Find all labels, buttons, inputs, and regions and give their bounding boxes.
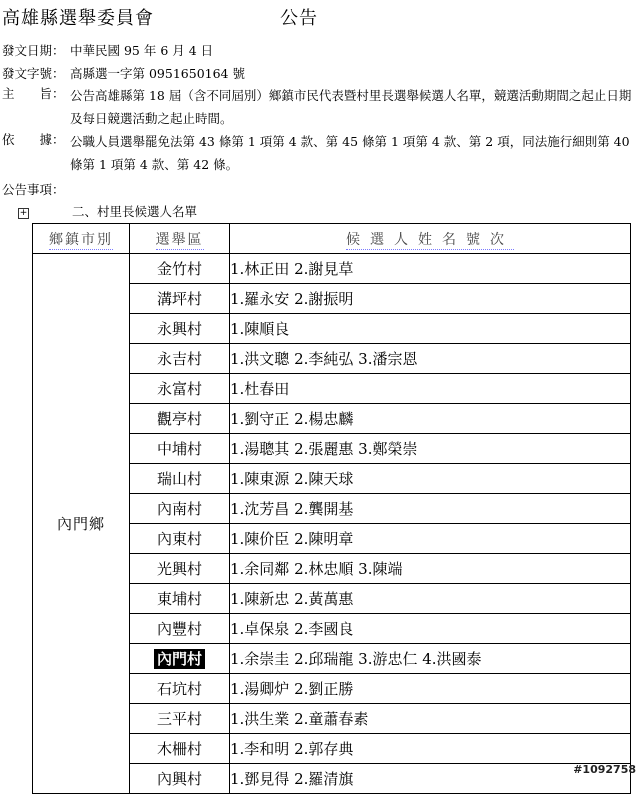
- village-cell: [130, 524, 230, 554]
- reference-number-line: [2, 64, 245, 82]
- village-name: 內興村: [156, 770, 202, 788]
- village-name: 內東村: [156, 530, 202, 548]
- candidate-names-cell: 1.陳順良: [230, 314, 631, 344]
- reference-number-label: 發文字號：: [2, 66, 65, 81]
- header-candidates: 候選人姓名號次: [230, 224, 631, 254]
- village-cell: [130, 644, 230, 674]
- issue-date-label: 發文日期：: [2, 43, 65, 58]
- village-name: 石坑村: [156, 680, 202, 698]
- reference-number-value: 高縣選一字第 0951650164 號: [70, 66, 245, 81]
- candidate-names-cell: 1.湯卿炉 2.劉正勝: [230, 674, 631, 704]
- village-cell: [130, 374, 230, 404]
- village-name: 內門村: [154, 649, 205, 669]
- basis-label: 依 據：: [2, 132, 65, 147]
- village-cell: [130, 764, 230, 794]
- candidate-names-cell: 1.沈芳昌 2.龔開基: [230, 494, 631, 524]
- table-expand-icon[interactable]: +: [19, 208, 28, 218]
- village-cell: [130, 614, 230, 644]
- village-cell: [130, 344, 230, 374]
- village-cell: [130, 284, 230, 314]
- candidate-names-cell: 1.羅永安 2.謝振明: [230, 284, 631, 314]
- header-district: 選舉區: [130, 224, 230, 254]
- table-row: [33, 254, 631, 284]
- candidate-names-cell: 1.卓保泉 2.李國良: [230, 614, 631, 644]
- issue-date-line: [2, 41, 213, 59]
- village-cell: [130, 494, 230, 524]
- village-cell: [130, 584, 230, 614]
- village-cell: [130, 554, 230, 584]
- subject-text: 公告高雄縣第 18 屆（含不同屆別）鄉鎮市民代表暨村里長選舉候選人名單，競選活動期間之起止日期及每日競選活動之起止時間。: [70, 88, 632, 126]
- candidate-names-cell: 1.劉守正 2.楊忠麟: [230, 404, 631, 434]
- candidate-names-cell: 1.李和明 2.郭存典: [230, 734, 631, 764]
- candidate-table: [32, 223, 631, 794]
- village-name: 瑞山村: [156, 470, 202, 488]
- subject-label: 主 旨：: [2, 86, 65, 101]
- village-name: 永興村: [156, 320, 202, 338]
- document-title: [2, 4, 318, 30]
- village-cell: [130, 464, 230, 494]
- village-name: 三平村: [156, 710, 202, 728]
- candidate-names-cell: 1.洪生業 2.童蕭春素: [230, 704, 631, 734]
- section-title: 二、村里長候選人名單: [72, 204, 198, 219]
- village-cell: [130, 704, 230, 734]
- candidate-names-cell: 1.林正田 2.謝見草: [230, 254, 631, 284]
- village-cell: [130, 674, 230, 704]
- village-cell: [130, 734, 230, 764]
- announcement-items-label: 公告事項：: [2, 182, 65, 197]
- village-name: 金竹村: [156, 260, 202, 278]
- village-name: 內南村: [156, 500, 202, 518]
- candidate-names-cell: 1.鄧見得 2.羅清旗: [230, 764, 631, 794]
- candidate-names-cell: 1.湯聰其 2.張麗惠 3.鄭榮崇: [230, 434, 631, 464]
- village-cell: [130, 254, 230, 284]
- village-cell: [130, 314, 230, 344]
- basis-text: 公職人員選舉罷免法第 43 條第 1 項第 4 款、第 45 條第 1 項第 4 款、第 2 項，同法施行細則第 40 條第 1 項第 4 款、第 42 條。: [70, 134, 630, 172]
- org-name: 高雄縣選舉委員會: [2, 8, 154, 29]
- table-header-row: [33, 224, 631, 254]
- header-township: 鄉鎮市別: [33, 224, 130, 254]
- candidate-names-cell: 1.杜春田: [230, 374, 631, 404]
- village-name: 溝坪村: [156, 290, 202, 308]
- issue-date-value: 中華民國 95 年 6 月 4 日: [70, 43, 214, 58]
- candidate-names-cell: 1.洪文聰 2.李純弘 3.潘宗恩: [230, 344, 631, 374]
- watermark: #1092758: [573, 763, 636, 776]
- village-name: 內豐村: [156, 620, 202, 638]
- village-name: 東埔村: [156, 590, 202, 608]
- candidate-names-cell: 1.陳价臣 2.陳明章: [230, 524, 631, 554]
- village-name: 光興村: [156, 560, 202, 578]
- village-name: 永吉村: [156, 350, 202, 368]
- village-name: 永富村: [156, 380, 202, 398]
- village-cell: [130, 404, 230, 434]
- village-name: 中埔村: [156, 440, 202, 458]
- notice-label: 公告: [280, 8, 318, 29]
- candidate-names-cell: 1.陳東源 2.陳天球: [230, 464, 631, 494]
- village-name: 觀亭村: [156, 410, 202, 428]
- village-name: 木柵村: [156, 740, 202, 758]
- candidate-names-cell: 1.陳新忠 2.黃萬惠: [230, 584, 631, 614]
- candidate-names-cell: 1.余崇圭 2.邱瑞龍 3.游忠仁 4.洪國泰: [230, 644, 631, 674]
- township-cell: 內門鄉: [33, 254, 130, 794]
- village-cell: [130, 434, 230, 464]
- candidate-names-cell: 1.余同鄰 2.林忠順 3.陳端: [230, 554, 631, 584]
